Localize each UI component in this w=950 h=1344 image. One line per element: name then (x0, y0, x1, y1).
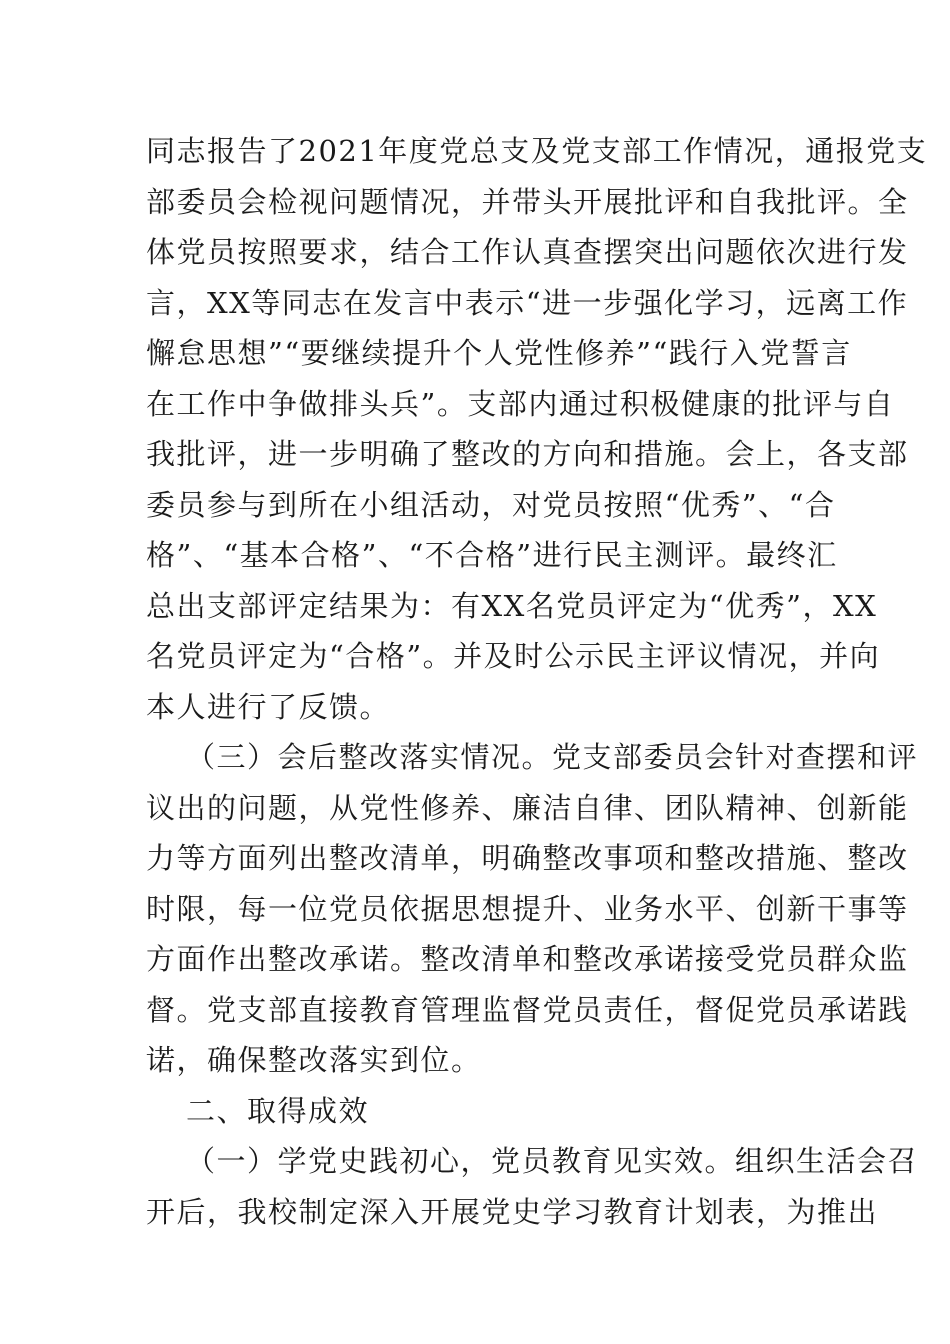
section-paragraph-start: （三）会后整改落实情况。党支部委员会针对查摆和评 (186, 740, 919, 774)
paragraph-line: 懈怠思想”“要继续提升个人党性修养”“践行入党誓言 (146, 336, 852, 370)
paragraph-line: 格”、“基本合格”、“不合格”进行民主测评。最终汇 (146, 538, 838, 572)
section-paragraph-start: （一）学党史践初心，党员教育见实效。组织生活会召 (186, 1144, 919, 1178)
paragraph-line: 名党员评定为“合格”。并及时公示民主评议情况，并向 (146, 639, 881, 673)
paragraph-line: 言，XX等同志在发言中表示“进一步强化学习，远离工作 (146, 285, 909, 320)
paragraph-line: 同志报告了2021年度党总支及党支部工作情况，通报党支 (146, 134, 928, 168)
section-heading: 二、取得成效 (186, 1093, 370, 1128)
paragraph-line: 时限，每一位党员依据思想提升、业务水平、创新干事等 (146, 891, 909, 926)
paragraph-line: 诺，确保整改落实到位。 (146, 1043, 482, 1077)
paragraph-line: 部委员会检视问题情况，并带头开展批评和自我批评。全 (146, 184, 909, 219)
paragraph-line: 总出支部评定结果为：有XX名党员评定为“优秀”，XX (146, 588, 878, 623)
paragraph-line: 议出的问题，从党性修养、廉洁自律、团队精神、创新能 (146, 790, 909, 825)
paragraph-line: 委员参与到所在小组活动，对党员按照“优秀”、“合 (146, 487, 836, 522)
paragraph-line: 督。党支部直接教育管理监督党员责任，督促党员承诺践 (146, 992, 909, 1027)
paragraph-line: 体党员按照要求，结合工作认真查摆突出问题依次进行发 (146, 235, 909, 269)
paragraph-line: 开后，我校制定深入开展党史学习教育计划表，为推出 (146, 1194, 879, 1229)
paragraph-line: 方面作出整改承诺。整改清单和整改承诺接受党员群众监 (146, 942, 909, 976)
paragraph-line: 我批评，进一步明确了整改的方向和措施。会上，各支部 (146, 437, 909, 471)
paragraph-line: 在工作中争做排头兵”。支部内通过积极健康的批评与自 (146, 386, 895, 421)
paragraph-line: 本人进行了反馈。 (146, 689, 391, 724)
document-body (146, 126, 928, 1237)
paragraph-line: 力等方面列出整改清单，明确整改事项和整改措施、整改 (146, 841, 909, 875)
